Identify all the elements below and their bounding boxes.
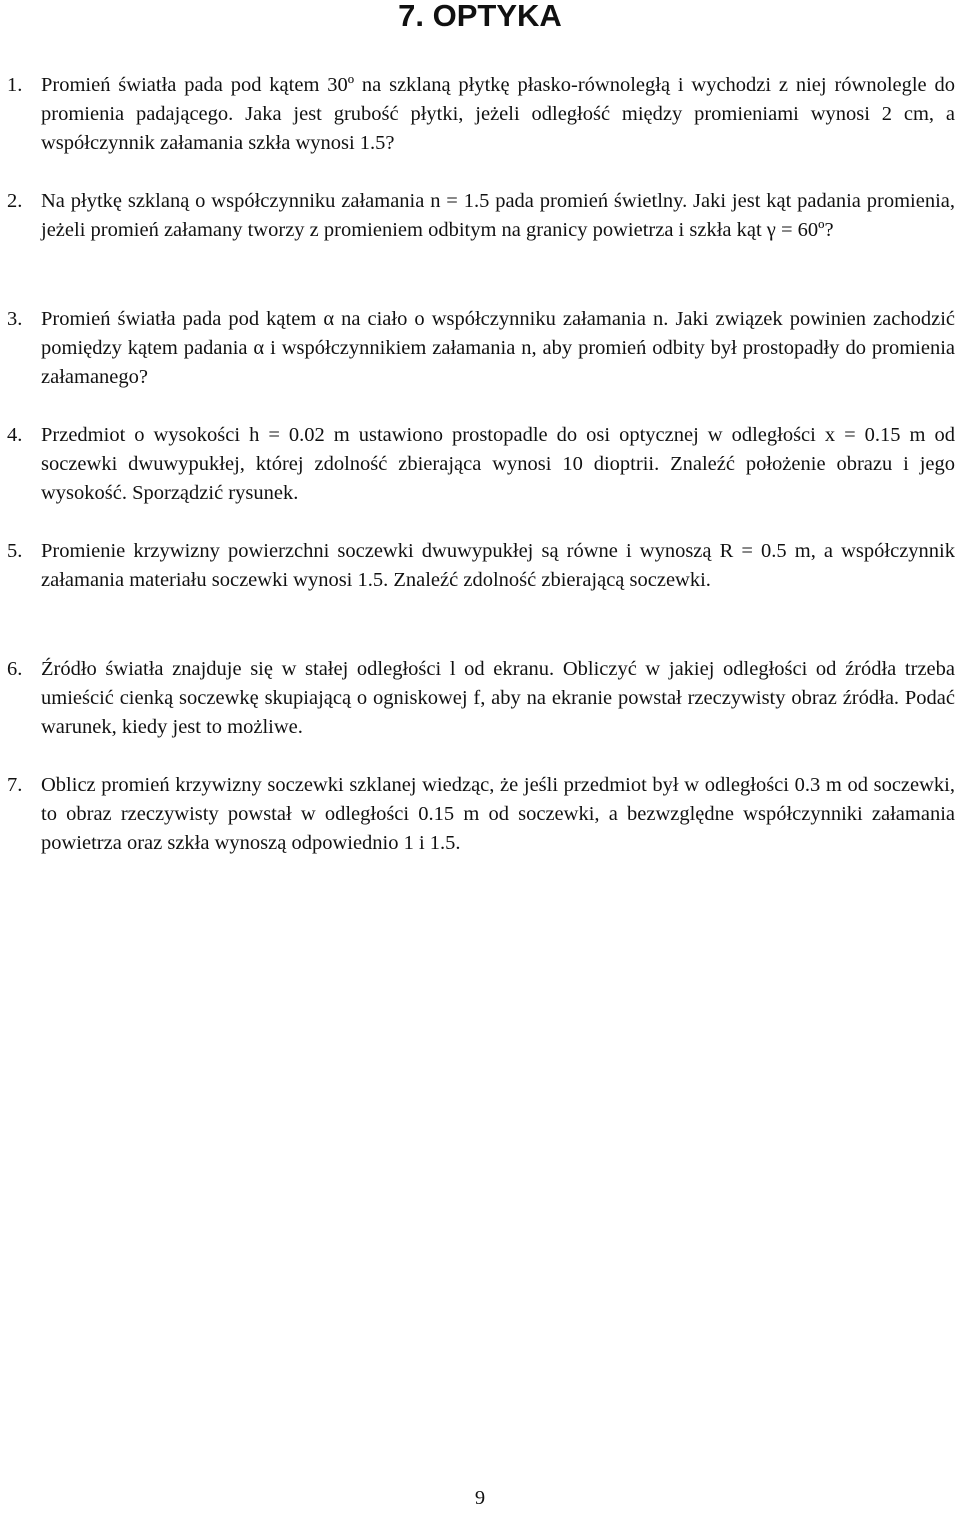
problem-2 [7, 187, 955, 245]
problem-text: Promień światła pada pod kątem 30º na szklaną płytkę płasko-równoległą i wychodzi z niej równolegle do promienia padającego. Jaka jest grubość płytki, jeżeli odległość między promieniami wynosi 2 cm, a współczynnik załamania szkła wynosi 1.5? [41, 74, 955, 154]
problem-4 [7, 421, 955, 508]
problem-text: Promień światła pada pod kątem α na ciało o współczynniku załamania n. Jaki związek powinien zachodzić pomiędzy kątem padania α i współczynnikiem załamania n, aby promień odbity był prostopadły do promienia załamanego? [41, 308, 955, 388]
problem-text: Przedmiot o wysokości h = 0.02 m ustawiono prostopadle do osi optycznej w odległości x = 0.15 m od soczewki dwuwypukłej, której zdolność zbierająca wynosi 10 dioptrii. Znaleźć położenie obrazu i jego wysokość. Sporządzić rysunek. [41, 424, 955, 504]
problem-text: Źródło światła znajduje się w stałej odległości l od ekranu. Obliczyć w jakiej odległości od źródła trzeba umieścić cienką soczewkę skupiającą o ogniskowej f, aby na ekranie powstał rzeczywisty obraz źródła. Podać warunek, kiedy jest to możliwe. [41, 658, 955, 738]
problem-text: Promienie krzywizny powierzchni soczewki dwuwypukłej są równe i wynoszą R = 0.5 m, a współczynnik załamania materiału soczewki wynosi 1.5. Znaleźć zdolność zbierającą soczewki. [41, 540, 955, 591]
problem-number: 1. [7, 74, 23, 96]
page-title: 7. OPTYKA [398, 0, 562, 33]
page-number: 9 [474, 1487, 486, 1509]
problem-text: Oblicz promień krzywizny soczewki szklanej wiedząc, że jeśli przedmiot był w odległości 0.3 m od soczewki, to obraz rzeczywisty powstał w odległości 0.15 m od soczewki, a bezwzględne współczynniki załamania powietrza oraz szkła wynoszą odpowiednio 1 i 1.5. [41, 774, 955, 854]
problem-text: Na płytkę szklaną o współczynniku załamania n = 1.5 pada promień świetlny. Jaki jest kąt padania promienia, jeżeli promień załamany tworzy z promieniem odbitym na granicy powietrza i szkła kąt γ = 60º? [41, 190, 955, 241]
problem-number: 3. [7, 308, 23, 330]
problem-number: 6. [7, 658, 23, 680]
problem-7 [7, 771, 955, 858]
problem-3 [7, 305, 955, 392]
problem-5 [7, 537, 955, 595]
problem-number: 4. [7, 424, 23, 446]
problem-number: 7. [7, 774, 23, 796]
problem-1 [7, 71, 955, 158]
problem-number: 5. [7, 540, 23, 562]
problem-6 [7, 655, 955, 742]
problem-number: 2. [7, 190, 23, 212]
